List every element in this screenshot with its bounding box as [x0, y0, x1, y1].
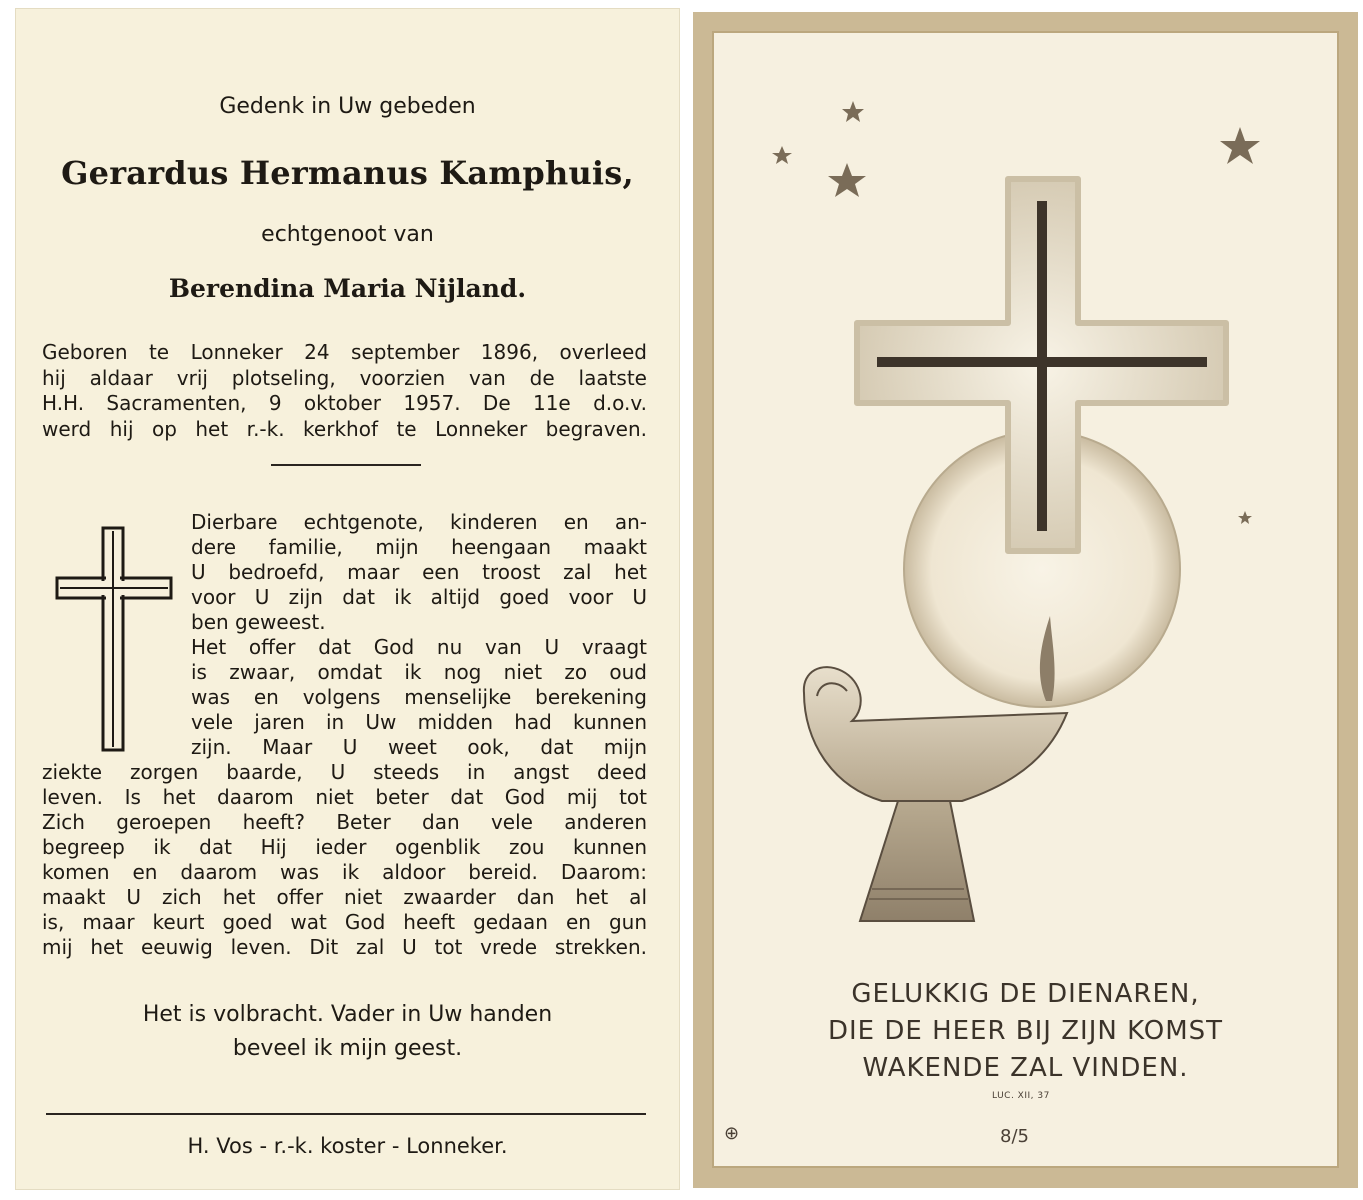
closing-line-2: beveel ik mijn geest. — [232, 1036, 463, 1061]
spouse-name: Berendina Maria Nijland. — [168, 274, 527, 303]
verse-line: maakt U zich het offer niet zwaarder dan het al — [42, 885, 647, 909]
biography-paragraph — [42, 340, 647, 442]
verse-line: komen en daarom was ik aldoor bereid. Daarom: — [42, 860, 647, 884]
verse-line: mij het eeuwig leven. Dit zal U tot vrede strekken. — [42, 935, 647, 959]
verse-line: zijn. Maar U weet ook, dat mijn — [191, 735, 647, 759]
cross-icon — [55, 526, 173, 752]
verse-line: voor U zijn dat ik altijd goed voor U — [191, 585, 647, 609]
deceased-name: Gerardus Hermanus Kamphuis, — [61, 154, 634, 192]
publisher-monogram-icon: ⊕ — [724, 1123, 740, 1144]
verse-line: ziekte zorgen baarde, U steeds in angst deed — [42, 760, 647, 784]
verse-line: Het offer dat God nu van U vraagt — [191, 635, 647, 659]
bio-line: H.H. Sacramenten, 9 oktober 1957. De 11e d.o.v. — [42, 391, 647, 415]
verse-line: Zich geroepen heeft? Beter dan vele anderen — [42, 810, 647, 834]
memorial-card-text-side — [15, 8, 680, 1190]
motto-line-2: DIE DE HEER BIJ ZIJN KOMST — [827, 1016, 1224, 1046]
verse-line: is zwaar, omdat ik nog niet zo oud — [191, 660, 647, 684]
glowing-cross-icon — [857, 179, 1226, 551]
scripture-reference: LUC. XII, 37 — [992, 1091, 1050, 1101]
verse-line: begreep ik dat Hij ieder ogenblik zou kunnen — [42, 835, 647, 859]
bio-line: Geboren te Lonneker 24 september 1896, overleed — [42, 340, 647, 364]
verse-line: dere familie, mijn heengaan maakt — [191, 535, 647, 559]
verse-line: was en volgens menselijke berekening — [191, 685, 647, 709]
relation-line: echtgenoot van — [261, 222, 434, 247]
bio-line: werd hij op het r.-k. kerkhof te Lonneker begraven. — [42, 416, 647, 441]
long-divider — [46, 1113, 646, 1115]
memorial-card-image-side — [693, 12, 1358, 1188]
verse-line: vele jaren in Uw midden had kunnen — [191, 710, 647, 734]
card-number: 8/5 — [1000, 1126, 1029, 1147]
verse-line: U bedroefd, maar een troost zal het — [191, 560, 647, 584]
verse-line: ben geweest. — [191, 610, 326, 634]
closing-line-1: Het is volbracht. Vader in Uw handen — [142, 1002, 553, 1027]
printer-credit: H. Vos - r.-k. koster - Lonneker. — [187, 1134, 508, 1158]
motto-line-1: GELUKKIG DE DIENAREN, — [851, 979, 1200, 1009]
verse-line: leven. Is het daarom niet beter dat God mij tot — [42, 785, 647, 809]
bio-line: hij aldaar vrij plotseling, voorzien van de laatste — [42, 365, 647, 390]
intro-line: Gedenk in Uw gebeden — [219, 94, 476, 119]
farewell-verse-narrow — [191, 510, 647, 760]
verse-line: is, maar keurt goed wat God heeft gedaan en gun — [42, 910, 647, 934]
farewell-verse-wide — [42, 760, 647, 960]
motto-line-3: WAKENDE ZAL VINDEN. — [862, 1053, 1189, 1083]
verse-line: Dierbare echtgenote, kinderen en an- — [191, 510, 647, 534]
short-divider — [271, 464, 421, 466]
image-panel — [712, 31, 1339, 1168]
